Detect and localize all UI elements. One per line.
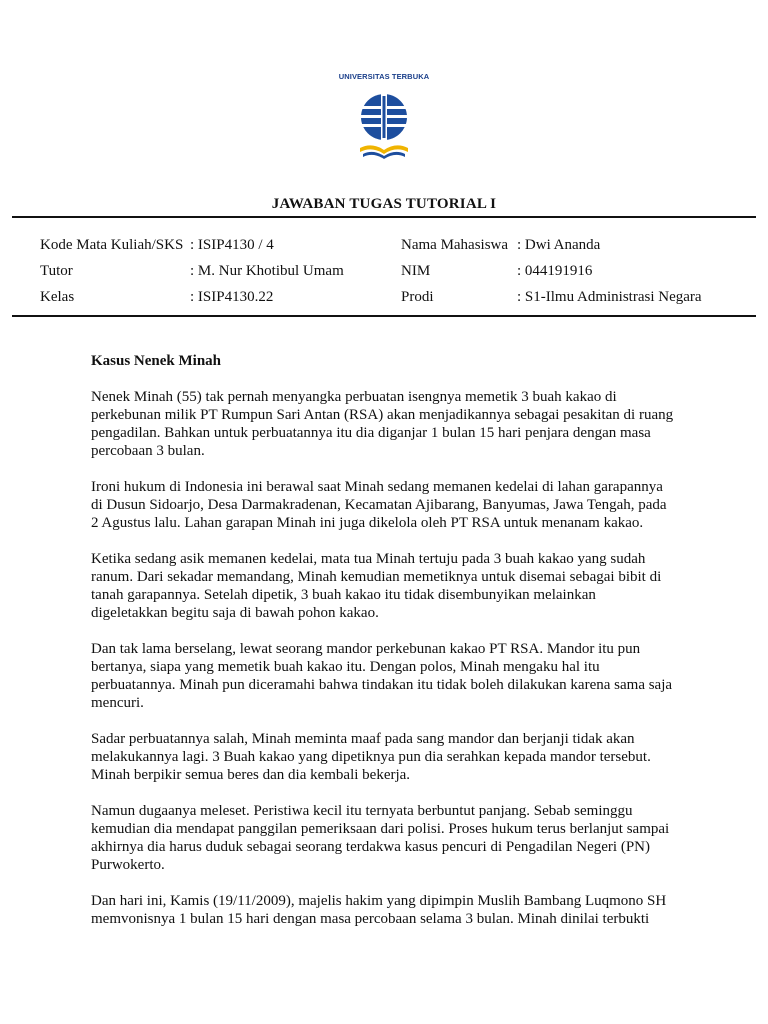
program-value: : S1-Ilmu Administrasi Negara [517, 289, 702, 305]
logo-wordmark: UNIVERSITAS TERBUKA [338, 72, 430, 81]
document-title: JAWABAN TUGAS TUTORIAL I [271, 196, 497, 212]
info-left-labels [40, 232, 183, 310]
tutor-value: : M. Nur Khotibul Umam [190, 263, 344, 279]
paragraph-4: Dan tak lama berselang, lewat seorang mandor perkebunan kakao PT RSA. Mandor itu pun bertanya, siapa yang memetik buah kakao itu. Dengan polos, Minah mengaku hal itu perbuatannya. Minah pun diceramahi bahwa tindakan itu tidak boleh dilakukan karena sama saja mencuri. [91, 641, 673, 711]
student-name-value: : Dwi Ananda [517, 237, 601, 253]
paragraph-1: Nenek Minah (55) tak pernah menyangka perbuatan isengnya memetik 3 buah kakao di perkebunan milik PT Rumpun Sari Antan (RSA) akan menjadikannya sebagai pesakitan di ruang pengadilan. Bahkan untuk perbuatannya itu dia diganjar 1 bulan 15 hari penjara dengan masa percobaan 3 bulan. [91, 389, 674, 459]
class-value: : ISIP4130.22 [190, 289, 274, 305]
case-heading: Kasus Nenek Minah [91, 353, 222, 369]
tutor-label: Tutor [40, 263, 73, 279]
university-logo [0, 92, 768, 169]
course-code-value: : ISIP4130 / 4 [190, 237, 274, 253]
paragraph-6: Namun dugaanya meleset. Peristiwa kecil itu ternyata berbuntut panjang. Sebab seminggu kemudian dia mendapat panggilan pemeriksaan dari polisi. Proses hukum terus berlanjut sampai akhirnya dia harus duduk sebagai seorang terdakwa kasus pencuri di Pengadilan Negeri (PN) Purwokerto. [91, 803, 670, 873]
course-code-label: Kode Mata Kuliah/SKS [40, 237, 184, 253]
info-right-values [517, 232, 702, 310]
program-label: Prodi [401, 289, 434, 305]
paragraph-2: Ironi hukum di Indonesia ini berawal saat Minah sedang memanen kedelai di lahan garapannya di Dusun Sidoarjo, Desa Darmakradenan, Kecamatan Ajibarang, Banyumas, Jawa Tengah, pada 2 Agustus lalu. Lahan garapan Minah ini juga dikelola oleh PT RSA untuk menanam kakao. [91, 479, 667, 531]
nim-label: NIM [401, 263, 431, 279]
info-right-labels [401, 232, 508, 310]
class-label: Kelas [40, 289, 75, 305]
nim-value: : 044191916 [517, 263, 593, 279]
paragraph-3: Ketika sedang asik memanen kedelai, mata tua Minah tertuju pada 3 buah kakao yang sudah ranum. Dari sekadar memandang, Minah kemudian memetiknya untuk disemai sebagai bibit di tanah garapannya. Setelah dipetik, 3 buah kakao itu tidak disembunyikan melainkan digeletakkan begitu saja di bawah pohon kakao. [91, 551, 662, 621]
bottom-divider [12, 315, 756, 317]
student-name-label: Nama Mahasiswa [401, 237, 509, 253]
university-emblem-icon [354, 92, 414, 164]
paragraph-7: Dan hari ini, Kamis (19/11/2009), majelis hakim yang dipimpin Muslih Bambang Luqmono SH memvonisnya 1 bulan 15 hari dengan masa percobaan selama 3 bulan. Minah dinilai terbukti [91, 893, 667, 927]
info-left-values [190, 232, 344, 310]
case-body [91, 352, 691, 946]
paragraph-5: Sadar perbuatannya salah, Minah meminta maaf pada sang mandor dan berjanji tidak akan melakukannya lagi. 3 Buah kakao yang dipetiknya pun dia serahkan kepada mandor tersebut. Minah berpikir semua beres dan dia kembali bekerja. [91, 731, 651, 783]
top-divider [12, 216, 756, 218]
